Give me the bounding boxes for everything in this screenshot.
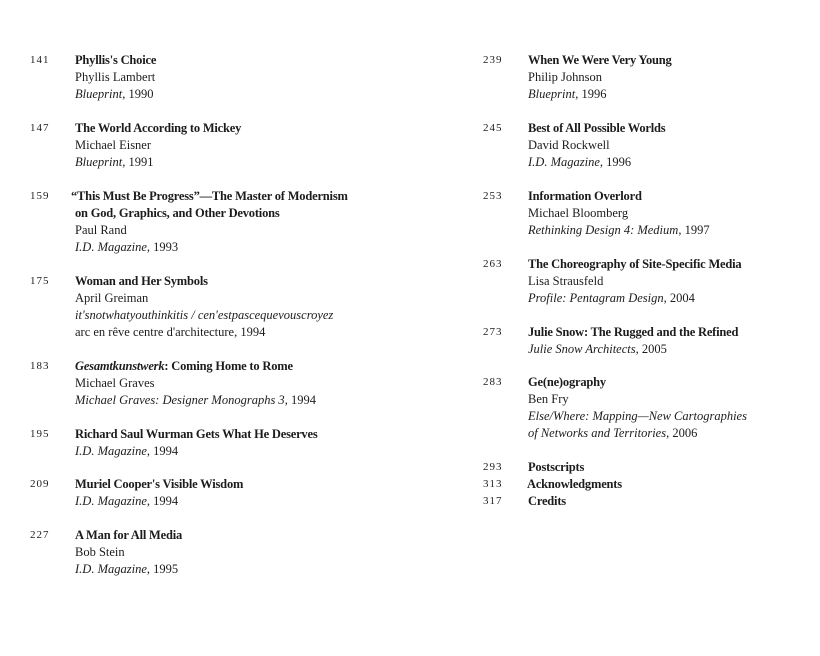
page-number: 239	[483, 54, 503, 66]
entry-title: Postscripts	[528, 460, 585, 474]
entry-publication: Blueprint, 1990	[75, 87, 154, 101]
entry-title: Woman and Her Symbols	[75, 274, 208, 288]
entry-subtitle: it'snotwhatyouthinkitis / cen'estpascequevouscroyez	[75, 308, 334, 322]
entry-title: Credits	[528, 494, 566, 508]
entry-title: Ge(ne)ography	[528, 375, 606, 389]
page-number: 175	[30, 275, 50, 287]
page-number: 273	[483, 326, 503, 338]
entry-publication: Rethinking Design 4: Medium, 1997	[528, 223, 710, 237]
page-number: 141	[30, 54, 50, 66]
entry-author: Paul Rand	[75, 223, 127, 237]
entry-author: Lisa Strausfeld	[528, 274, 604, 288]
entry-publication: I.D. Magazine, 1994	[75, 494, 179, 508]
page-number: 253	[483, 190, 503, 202]
page-number: 183	[30, 360, 50, 372]
page-number: 283	[483, 376, 503, 388]
entry-title: Gesamtkunstwerk: Coming Home to Rome	[75, 359, 293, 373]
entry-title: Phyllis's Choice	[75, 53, 157, 67]
entry-publication-line-2: of Networks and Territories, 2006	[528, 426, 698, 440]
page-number: 195	[30, 428, 50, 440]
entry-publication: I.D. Magazine, 1993	[75, 240, 179, 254]
entry-publication-line-1: Else/Where: Mapping—New Cartographies	[528, 409, 747, 423]
page-number: 317	[483, 495, 503, 507]
entry-title-line-1: “This Must Be Progress”—The Master of Modernism	[71, 189, 348, 203]
entry-title: Best of All Possible Worlds	[528, 121, 666, 135]
entry-publication: Blueprint, 1991	[75, 155, 154, 169]
entry-author: Phyllis Lambert	[75, 70, 156, 84]
entry-author: Bob Stein	[75, 545, 125, 559]
entry-title-line-2: on God, Graphics, and Other Devotions	[75, 206, 280, 220]
entry-author: Michael Bloomberg	[528, 206, 629, 220]
page-number: 227	[30, 529, 50, 541]
page-number: 159	[30, 190, 50, 202]
entry-title: When We Were Very Young	[528, 53, 672, 67]
entry-publication: Julie Snow Architects, 2005	[528, 342, 667, 356]
entry-publication: arc en rêve centre d'architecture, 1994	[75, 325, 266, 339]
entry-publication: Michael Graves: Designer Monographs 3, 1994	[75, 393, 316, 407]
entry-title: Information Overlord	[528, 189, 642, 203]
entry-title: Muriel Cooper's Visible Wisdom	[75, 477, 244, 491]
entry-author: Philip Johnson	[528, 70, 602, 84]
entry-title: Acknowledgments	[527, 477, 622, 491]
entry-publication: I.D. Magazine, 1995	[75, 562, 179, 576]
page-number: 263	[483, 258, 503, 270]
entry-title: Julie Snow: The Rugged and the Refined	[528, 325, 739, 339]
entry-author: Michael Eisner	[75, 138, 152, 152]
entry-author: April Greiman	[75, 291, 149, 305]
entry-title: A Man for All Media	[75, 528, 183, 542]
page-number: 293	[483, 461, 503, 473]
entry-title: Richard Saul Wurman Gets What He Deserves	[75, 427, 318, 441]
page-number: 147	[30, 122, 50, 134]
entry-publication: I.D. Magazine, 1996	[528, 155, 632, 169]
page-number: 245	[483, 122, 503, 134]
entry-publication: I.D. Magazine, 1994	[75, 444, 179, 458]
entry-author: Ben Fry	[528, 392, 569, 406]
page-number: 209	[30, 478, 50, 490]
entry-publication: Blueprint, 1996	[528, 87, 607, 101]
entry-author: David Rockwell	[528, 138, 610, 152]
entry-publication: Profile: Pentagram Design, 2004	[528, 291, 695, 305]
entry-title: The Choreography of Site-Specific Media	[528, 257, 742, 271]
entry-author: Michael Graves	[75, 376, 155, 390]
page-number: 313	[483, 478, 503, 490]
entry-title: The World According to Mickey	[75, 121, 242, 135]
